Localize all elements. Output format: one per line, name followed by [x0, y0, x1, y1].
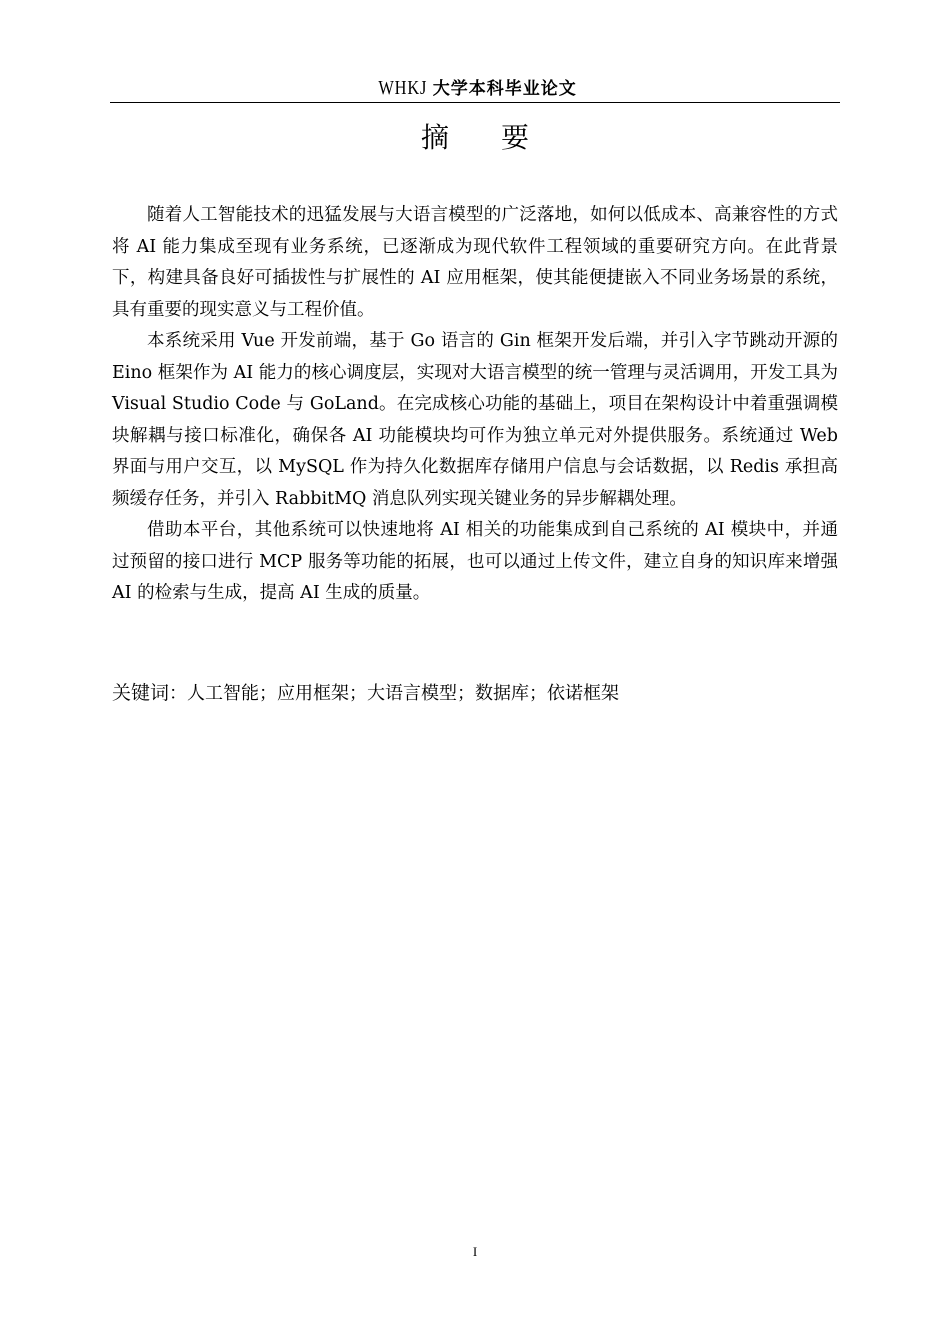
header-title: 大学本科毕业论文 — [432, 79, 577, 99]
page-header — [110, 72, 840, 102]
keywords-label: 关键词 — [112, 682, 170, 704]
abstract-paragraph: 借助本平台，其他系统可以快速地将 AI 相关的功能集成到自己系统的 AI 模块中，并通过预留的接口进行 MCP 服务等功能的拓展，也可以通过上传文件，建立自身的知识库来增强 AI 的检索与生成，提高 AI 生成的质量。 — [112, 520, 838, 603]
abstract-title: 摘要 — [420, 121, 581, 154]
keywords-value: 人工智能；应用框架；大语言模型；数据库；依诺框架 — [187, 683, 620, 704]
header-rule — [110, 102, 840, 103]
abstract-body — [112, 200, 838, 610]
page-number: I — [472, 1244, 478, 1259]
abstract-paragraph: 随着人工智能技术的迅猛发展与大语言模型的广泛落地，如何以低成本、高兼容性的方式将 AI 能力集成至现有业务系统，已逐渐成为现代软件工程领域的重要研究方向。在此背景下，构建具备良好可插拔性与扩展性的 AI 应用框架，使其能便捷嵌入不同业务场景的系统，具有重要的现实意义与工程价值。 — [112, 205, 838, 320]
keywords — [112, 677, 838, 710]
abstract-paragraph: 本系统采用 Vue 开发前端，基于 Go 语言的 Gin 框架开发后端，并引入字节跳动开源的 Eino 框架作为 AI 能力的核心调度层，实现对大语言模型的统一管理与灵活调用，开发工具为 Visual Studio Code 与 GoLand。在完成核心功能的基础上，项目在架构设计中着重强调模块解耦与接口标准化，确保各 AI 功能模块均可作为独立单元对外提供服务。系统通过 Web 界面与用户交互，以 MySQL 作为持久化数据库存储用户信息与会话数据，以 Redis 承担高频缓存任务，并引入 RabbitMQ 消息队列实现关键业务的异步解耦处理。 — [112, 331, 838, 509]
header-code: WHKJ — [378, 77, 428, 99]
keywords-separator: ： — [169, 683, 188, 704]
